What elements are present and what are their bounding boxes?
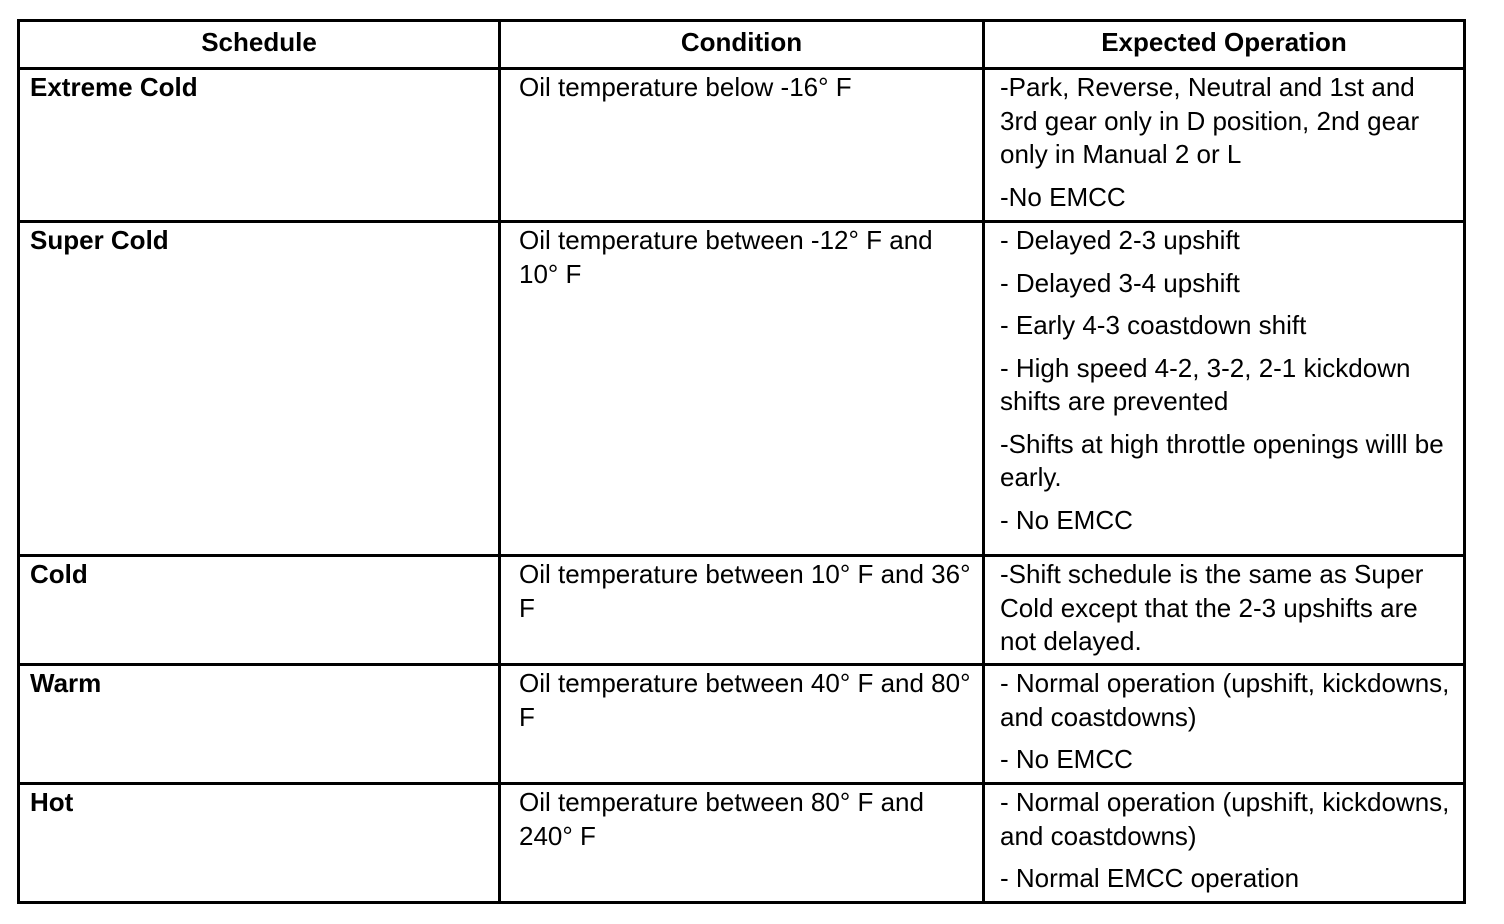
expected-operation-cell (984, 556, 1465, 665)
table-row (19, 69, 1465, 222)
condition-cell: Oil temperature between 80° F and 240° F (500, 784, 984, 903)
schedule-cell: Cold (19, 556, 500, 665)
operation-item: - Normal operation (upshift, kickdowns, and coastdowns) (1000, 787, 1450, 851)
table-row (19, 665, 1465, 784)
expected-operation-cell (984, 784, 1465, 903)
shift-schedule-table (17, 19, 1466, 904)
operation-item: -No EMCC (1000, 181, 1126, 212)
condition-cell: Oil temperature between 10° F and 36° F (500, 556, 984, 665)
expected-operation-cell (984, 222, 1465, 556)
condition-cell: Oil temperature between -12° F and 10° F (500, 222, 984, 556)
table-row (19, 556, 1465, 665)
operation-item: -Park, Reverse, Neutral and 1st and 3rd gear only in D position, 2nd gear only in Manual 2 or L (1000, 72, 1420, 169)
header-expected-operation: Expected Operation (984, 21, 1465, 69)
table-row (19, 222, 1465, 556)
operation-item: - No EMCC (1000, 504, 1133, 535)
operation-item: -Shift schedule is the same as Super Cold except that the 2-3 upshifts are not delayed. (1000, 559, 1424, 656)
schedule-cell: Warm (19, 665, 500, 784)
expected-operation-cell (984, 665, 1465, 784)
header-schedule: Schedule (19, 21, 500, 69)
operation-item: - Normal operation (upshift, kickdowns, and coastdowns) (1000, 668, 1450, 732)
header-row (19, 21, 1465, 69)
schedule-cell: Super Cold (19, 222, 500, 556)
condition-cell: Oil temperature below -16° F (500, 69, 984, 222)
operation-item: - Normal EMCC operation (1000, 863, 1300, 893)
operation-item: -Shifts at high throttle openings willl be early. (1000, 428, 1444, 492)
operation-item: - Delayed 2-3 upshift (1000, 225, 1240, 255)
schedule-cell: Extreme Cold (19, 69, 500, 222)
table-row (19, 784, 1465, 903)
header-condition: Condition (500, 21, 984, 69)
operation-item: - Early 4-3 coastdown shift (1000, 310, 1307, 340)
operation-item: - High speed 4-2, 3-2, 2-1 kickdown shifts are prevented (1000, 352, 1411, 416)
schedule-cell: Hot (19, 784, 500, 903)
expected-operation-cell (984, 69, 1465, 222)
condition-cell: Oil temperature between 40° F and 80° F (500, 665, 984, 784)
operation-item: - No EMCC (1000, 744, 1133, 774)
operation-item: - Delayed 3-4 upshift (1000, 267, 1240, 298)
